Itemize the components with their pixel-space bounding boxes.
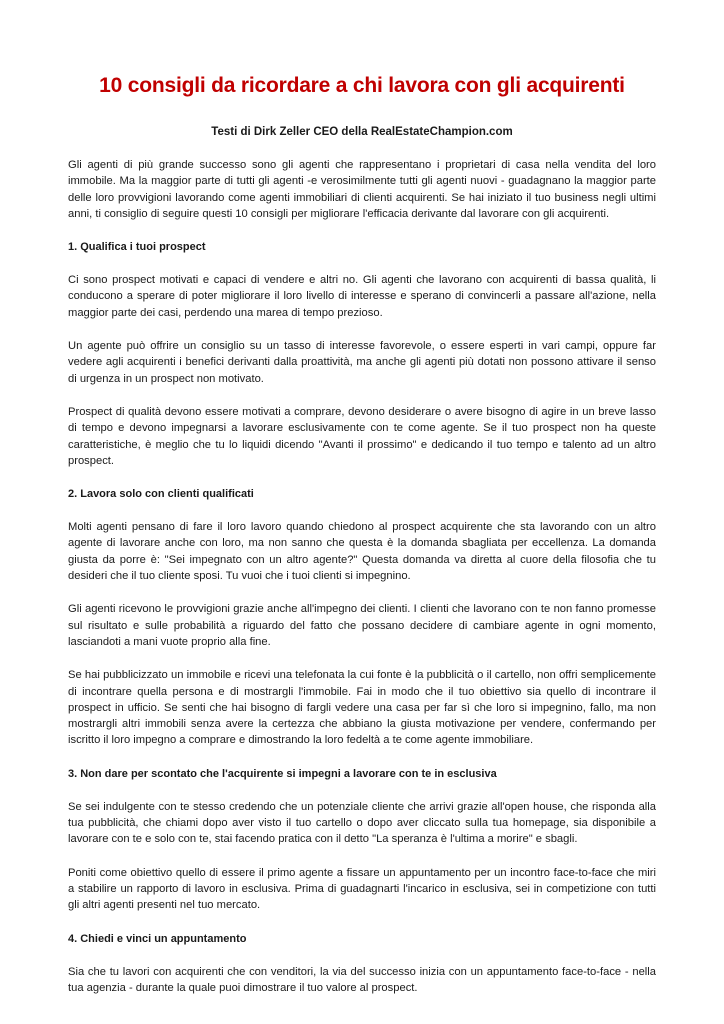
section-3-paragraph-1: Se sei indulgente con te stesso credendo che un potenziale cliente che arrivi grazie all'open house, che risponda alla tua pubblicità, che chiami dopo aver visto il tuo cartello o dopo aver cliccato sulla tua homepage, sia disponibile a lavorare con te e solo con te, stai facendo pratica con il detto "La speranza è l'ultima a morire" e sbagli.: [68, 800, 656, 846]
section-3-paragraph-2: Poniti come obiettivo quello di essere il primo agente a fissare un appuntamento per un incontro face-to-face che miri a stabilire un rapporto di lavoro in esclusiva. Prima di guadagnarti l'incarico in esclusiva, sei in competizione con tutti gli altri agenti presenti nel tuo mercato.: [68, 866, 656, 912]
section-1-paragraph-1: Ci sono prospect motivati e capaci di vendere e altri no. Gli agenti che lavorano con acquirenti di bassa qualità, li conducono a sperare di poter migliorare il loro livello di interesse e sperano di convincerli a passare all'azione, nella maggior parte dei casi, perdendo una marea di tempo prezioso.: [68, 274, 656, 319]
section-2-paragraph-1: Molti agenti pensano di fare il loro lavoro quando chiedono al prospect acquirente che sta lavorando con un altro agente di lavorare anche con loro, ma non sanno che questa è la domanda sbagliata per eccellenza. La domanda giusta da porre è: "Sei impegnato con un altro agente?" Questa domanda va diretta al cuore della filosofia che tu desideri che il tuo cliente sposi. Tu vuoi che i tuoi clienti si impegnino.: [68, 521, 656, 583]
section-heading-4: 4. Chiedi e vinci un appuntamento: [68, 932, 247, 945]
section-heading-2: 2. Lavora solo con clienti qualificati: [68, 488, 254, 501]
document-body: [68, 157, 656, 996]
section-2-paragraph-2: Gli agenti ricevono le provvigioni grazie anche all'impegno dei clienti. I clienti che lavorano con te non fanno promesse sul risultato e sulle probabilità a riguardo del fatto che possano decidere di cambiare agente in ogni momento, lasciandoti a mani vuote proprio alla fine.: [68, 603, 656, 648]
section-2-paragraph-3: Se hai pubblicizzato un immobile e ricevi una telefonata la cui fonte è la pubblicità o il cartello, non offri semplicemente di incontrare quella persona e di mostrargli l'immobile. Fai in modo che il tuo obiettivo sia quello di incontrare il prospect in ufficio. Se senti che hai bisogno di fargli vedere una casa per far sì che loro si impegnino, fallo, ma non mostrargli altri immobili senza avere la certezza che abbiano la giusta motivazione per vendere, confermando per iscritto il loro impegno a comprare e dimostrando la loro fedeltà a te come agente immobiliare.: [68, 669, 656, 747]
section-4-paragraph-1: Sia che tu lavori con acquirenti che con venditori, la via del successo inizia con un appuntamento face-to-face - nella tua agenzia - durante la quale puoi dimostrare il tuo valore al prospect.: [68, 965, 656, 994]
section-heading-1: 1. Qualifica i tuoi prospect: [68, 241, 206, 254]
section-1-paragraph-2: Un agente può offrire un consiglio su un tasso di interesse favorevole, o essere esperti in vari campi, oppure far vedere agli acquirenti i benefici derivanti dalla proattività, ma anche gli agenti più dotati non possono attivare il senso di urgenza in un prospect non motivato.: [68, 340, 656, 385]
section-heading-3: 3. Non dare per scontato che l'acquirente si impegni a lavorare con te in esclusiva: [68, 767, 497, 780]
document-title: 10 consigli da ricordare a chi lavora con gli acquirenti: [99, 74, 625, 97]
section-1-paragraph-3: Prospect di qualità devono essere motivati a comprare, devono desiderare o avere bisogno di agire in un breve lasso di tempo e devono impegnarsi a lavorare esclusivamente con te come agente. Se il tuo prospect non ha queste caratteristiche, è meglio che tu lo liquidi dicendo "Avanti il prossimo" e dedicando il tuo tempo e talento ad un altro prospect.: [68, 405, 656, 467]
intro-paragraph: Gli agenti di più grande successo sono gli agenti che rappresentano i proprietari di casa nella vendita del loro immobile. Ma la maggior parte di tutti gli agenti -e verosimilmente tutti gli agenti nuovi - guadagnano la maggior parte delle loro provvigioni lavorando come agenti immobiliari di clienti acquirenti. Se hai iniziato il tuo business negli ultimi anni, ti consiglio di seguire questi 10 consigli per migliorare l'efficacia derivante dal lavorare con gli acquirenti.: [68, 159, 656, 220]
document-subtitle: Testi di Dirk Zeller CEO della RealEstateChampion.com: [211, 126, 513, 138]
